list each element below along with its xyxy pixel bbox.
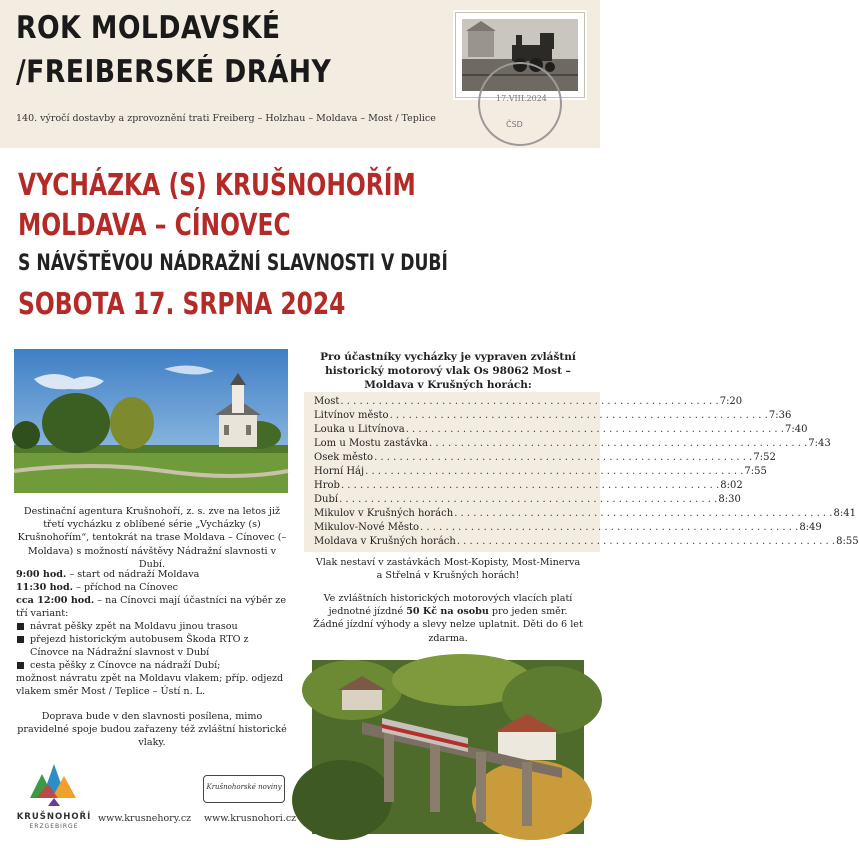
transport-note: Doprava bude v den slavnosti posílena, mimo pravidelné spoje budou zařazeny též zvláštní historické vlaky. xyxy=(17,711,287,749)
timetable-time: 8:41 xyxy=(833,508,856,519)
timetable-row xyxy=(314,522,822,533)
timetable-time: 7:52 xyxy=(753,452,776,463)
fare-note-a: Ve zvláštních historických motorových vlacích platí jednotné jízdné xyxy=(323,593,573,618)
website-link-krusnohori[interactable]: www.krusnohori.cz xyxy=(204,813,297,824)
timetable-time: 8:55 xyxy=(836,536,859,547)
timetable-leader-dots: . . . . . . . . . . . . . . . . . . . . . . . . . . . . . . . . . . . . . . . . . . . . . . . . . . . . . . . . . . . . xyxy=(340,396,719,407)
timetable-station: Osek město xyxy=(314,452,374,463)
timetable-row xyxy=(314,410,792,421)
krusnohori-logo-name: KRUŠNOHOŘÍ xyxy=(16,812,92,822)
train-stops-note: Vlak nestaví v zastávkách Most-Kopisty, Most-Minerva a Střelná v Krušných horách! xyxy=(315,557,581,582)
option-train-return: možnost návratu zpět na Moldavu vlakem; příp. odjezd vlakem směr Most / Teplice – Ústí n. L. xyxy=(16,673,284,698)
fare-note xyxy=(312,592,584,645)
schedule-item-start xyxy=(16,568,288,581)
timetable-row xyxy=(314,508,856,519)
timetable-row xyxy=(314,494,741,505)
timetable-station: Louka u Litvínova xyxy=(314,424,405,435)
timetable-time: 7:20 xyxy=(719,396,743,407)
krusnohorske-noviny-logo xyxy=(203,775,285,803)
header-title-line2: /FREIBERSKÉ DRÁHY xyxy=(16,54,332,90)
postmark-org: ČSD xyxy=(506,120,523,129)
timetable-row xyxy=(314,536,859,547)
schedule-item-arrival xyxy=(16,581,288,594)
timetable-leader-dots: . . . . . . . . . . . . . . . . . . . . . . . . . . . . . . . . . . . . . . . . . . . . . . . . . . . . . . . . . . . . xyxy=(420,522,799,533)
fare-price: 50 Kč na osobu xyxy=(406,606,489,618)
schedule-item-choice xyxy=(16,594,288,620)
timetable-row xyxy=(314,396,743,407)
timetable-leader-dots: . . . . . . . . . . . . . . . . . . . . . . . . . . . . . . . . . . . . . . . . . . . . . . . . . . . . . . . . . . . . xyxy=(339,494,718,505)
timetable-row xyxy=(314,480,743,491)
intro-text: Destinační agentura Krušnohoří, z. s. zve na letos již třetí vycházku z oblíbené série „Vycházky (s) Krušnohořím“, tentokrát na trase Moldava – Cínovec (– Moldava) s možností návštěvy Nádražní slavnosti v Dubí. xyxy=(17,506,287,570)
timetable-leader-dots: . . . . . . . . . . . . . . . . . . . . . . . . . . . . . . . . . . . . . . . . . . . . . . . . . . . . . . . . . . . . xyxy=(405,424,784,435)
timetable-time: 8:02 xyxy=(720,480,743,491)
timetable-leader-dots: . . . . . . . . . . . . . . . . . . . . . . . . . . . . . . . . . . . . . . . . . . . . . . . . . . . . . . . . . . . . xyxy=(456,536,836,547)
option-bus: přejezd historickým autobusem Škoda RTO z Cínovce na Nádražní slavnost v Dubí xyxy=(16,633,288,659)
timetable-leader-dots: . . . . . . . . . . . . . . . . . . . . . . . . . . . . . . . . . . . . . . . . . . . . . . . . . . . . . . . . . . . . xyxy=(374,452,753,463)
schedule-time-choice: cca 12:00 hod. xyxy=(16,595,95,607)
timetable xyxy=(304,392,859,552)
timetable-station: Horní Háj xyxy=(314,466,365,477)
headline-line3: S NÁVŠTĚVOU NÁDRAŽNÍ SLAVNOSTI V DUBÍ xyxy=(18,251,448,276)
timetable-time: 7:55 xyxy=(744,466,767,477)
header-title-line1: ROK MOLDAVSKÉ xyxy=(16,10,281,46)
timetable-time: 7:43 xyxy=(808,438,831,449)
timetable-station: Most xyxy=(314,396,340,407)
timetable-row xyxy=(314,438,831,449)
timetable-station: Moldava v Krušných horách xyxy=(314,536,456,547)
schedule-desc-arrival: – příchod na Cínovec xyxy=(73,582,179,594)
fare-note-b: pro jeden směr. Žádné jízdní výhody a slevy nelze uplatnit. Děti do 6 let zdarma. xyxy=(313,606,583,644)
schedule-desc-start: – start od nádraží Moldava xyxy=(66,569,200,580)
option-walk-dubi: cesta pěšky z Cínovce na nádraží Dubí; xyxy=(16,659,288,672)
schedule-desc-choice: – na Cínovci mají účastníci na výběr ze tří variant: xyxy=(16,595,287,620)
option-walk-back: návrat pěšky zpět na Moldavu jinou trasou xyxy=(16,620,288,633)
headline-date: SOBOTA 17. SRPNA 2024 xyxy=(18,287,346,322)
timetable-row xyxy=(314,452,776,463)
timetable-station: Mikulov v Krušných horách xyxy=(314,508,454,519)
chapel-photo xyxy=(14,349,288,493)
timetable-time: 7:36 xyxy=(768,410,792,421)
timetable-time: 8:49 xyxy=(799,522,822,533)
timetable-station: Dubí xyxy=(314,494,339,505)
timetable-time: 8:30 xyxy=(718,494,741,505)
timetable-station: Mikulov-Nové Město xyxy=(314,522,420,533)
timetable-row xyxy=(314,466,767,477)
timetable-leader-dots: . . . . . . . . . . . . . . . . . . . . . . . . . . . . . . . . . . . . . . . . . . . . . . . . . . . . . . . . . . . . xyxy=(389,410,768,421)
timetable-leader-dots: . . . . . . . . . . . . . . . . . . . . . . . . . . . . . . . . . . . . . . . . . . . . . . . . . . . . . . . . . . . . xyxy=(428,438,808,449)
timetable-station: Lom u Mostu zastávka xyxy=(314,438,428,449)
viaduct-train-photo xyxy=(312,660,584,834)
postmark xyxy=(478,62,562,146)
website-link-krusnehory[interactable]: www.krusnehory.cz xyxy=(98,813,192,824)
timetable-station: Litvínov město xyxy=(314,410,389,421)
headline-line1: VYCHÁZKA (S) KRUŠNOHOŘÍM xyxy=(18,168,416,203)
timetable-leader-dots: . . . . . . . . . . . . . . . . . . . . . . . . . . . . . . . . . . . . . . . . . . . . . . . . . . . . . . . . . . . . xyxy=(340,480,720,491)
timetable-time: 7:40 xyxy=(784,424,808,435)
headline-line2: MOLDAVA – CÍNOVEC xyxy=(18,208,291,243)
krusnohori-logo-sub: ERZGEBIRGE xyxy=(29,823,79,830)
header-subtitle: 140. výročí dostavby a zprovoznění trati Freiberg – Holzhau – Moldava – Most / Teplice xyxy=(16,113,436,124)
timetable-leader-dots: . . . . . . . . . . . . . . . . . . . . . . . . . . . . . . . . . . . . . . . . . . . . . . . . . . . . . . . . . . . . xyxy=(365,466,744,477)
krusnohori-logo xyxy=(28,758,78,808)
krusnohorske-noviny-logo-text: Krušnohorské noviny xyxy=(206,783,282,791)
schedule-time-start: 9:00 hod. xyxy=(16,569,67,580)
postmark-date: 17.VIII.2024 xyxy=(496,94,547,103)
schedule xyxy=(16,568,288,698)
timetable-station: Hrob xyxy=(314,480,340,491)
timetable-leader-dots: . . . . . . . . . . . . . . . . . . . . . . . . . . . . . . . . . . . . . . . . . . . . . . . . . . . . . . . . . . . . xyxy=(454,508,833,519)
timetable-row xyxy=(314,424,808,435)
schedule-time-arrival: 11:30 hod. xyxy=(16,582,74,594)
train-intro: Pro účastníky vycházky je vypraven zvláštní historický motorový vlak Os 98062 Most – Moldava v Krušných horách: xyxy=(320,351,576,392)
